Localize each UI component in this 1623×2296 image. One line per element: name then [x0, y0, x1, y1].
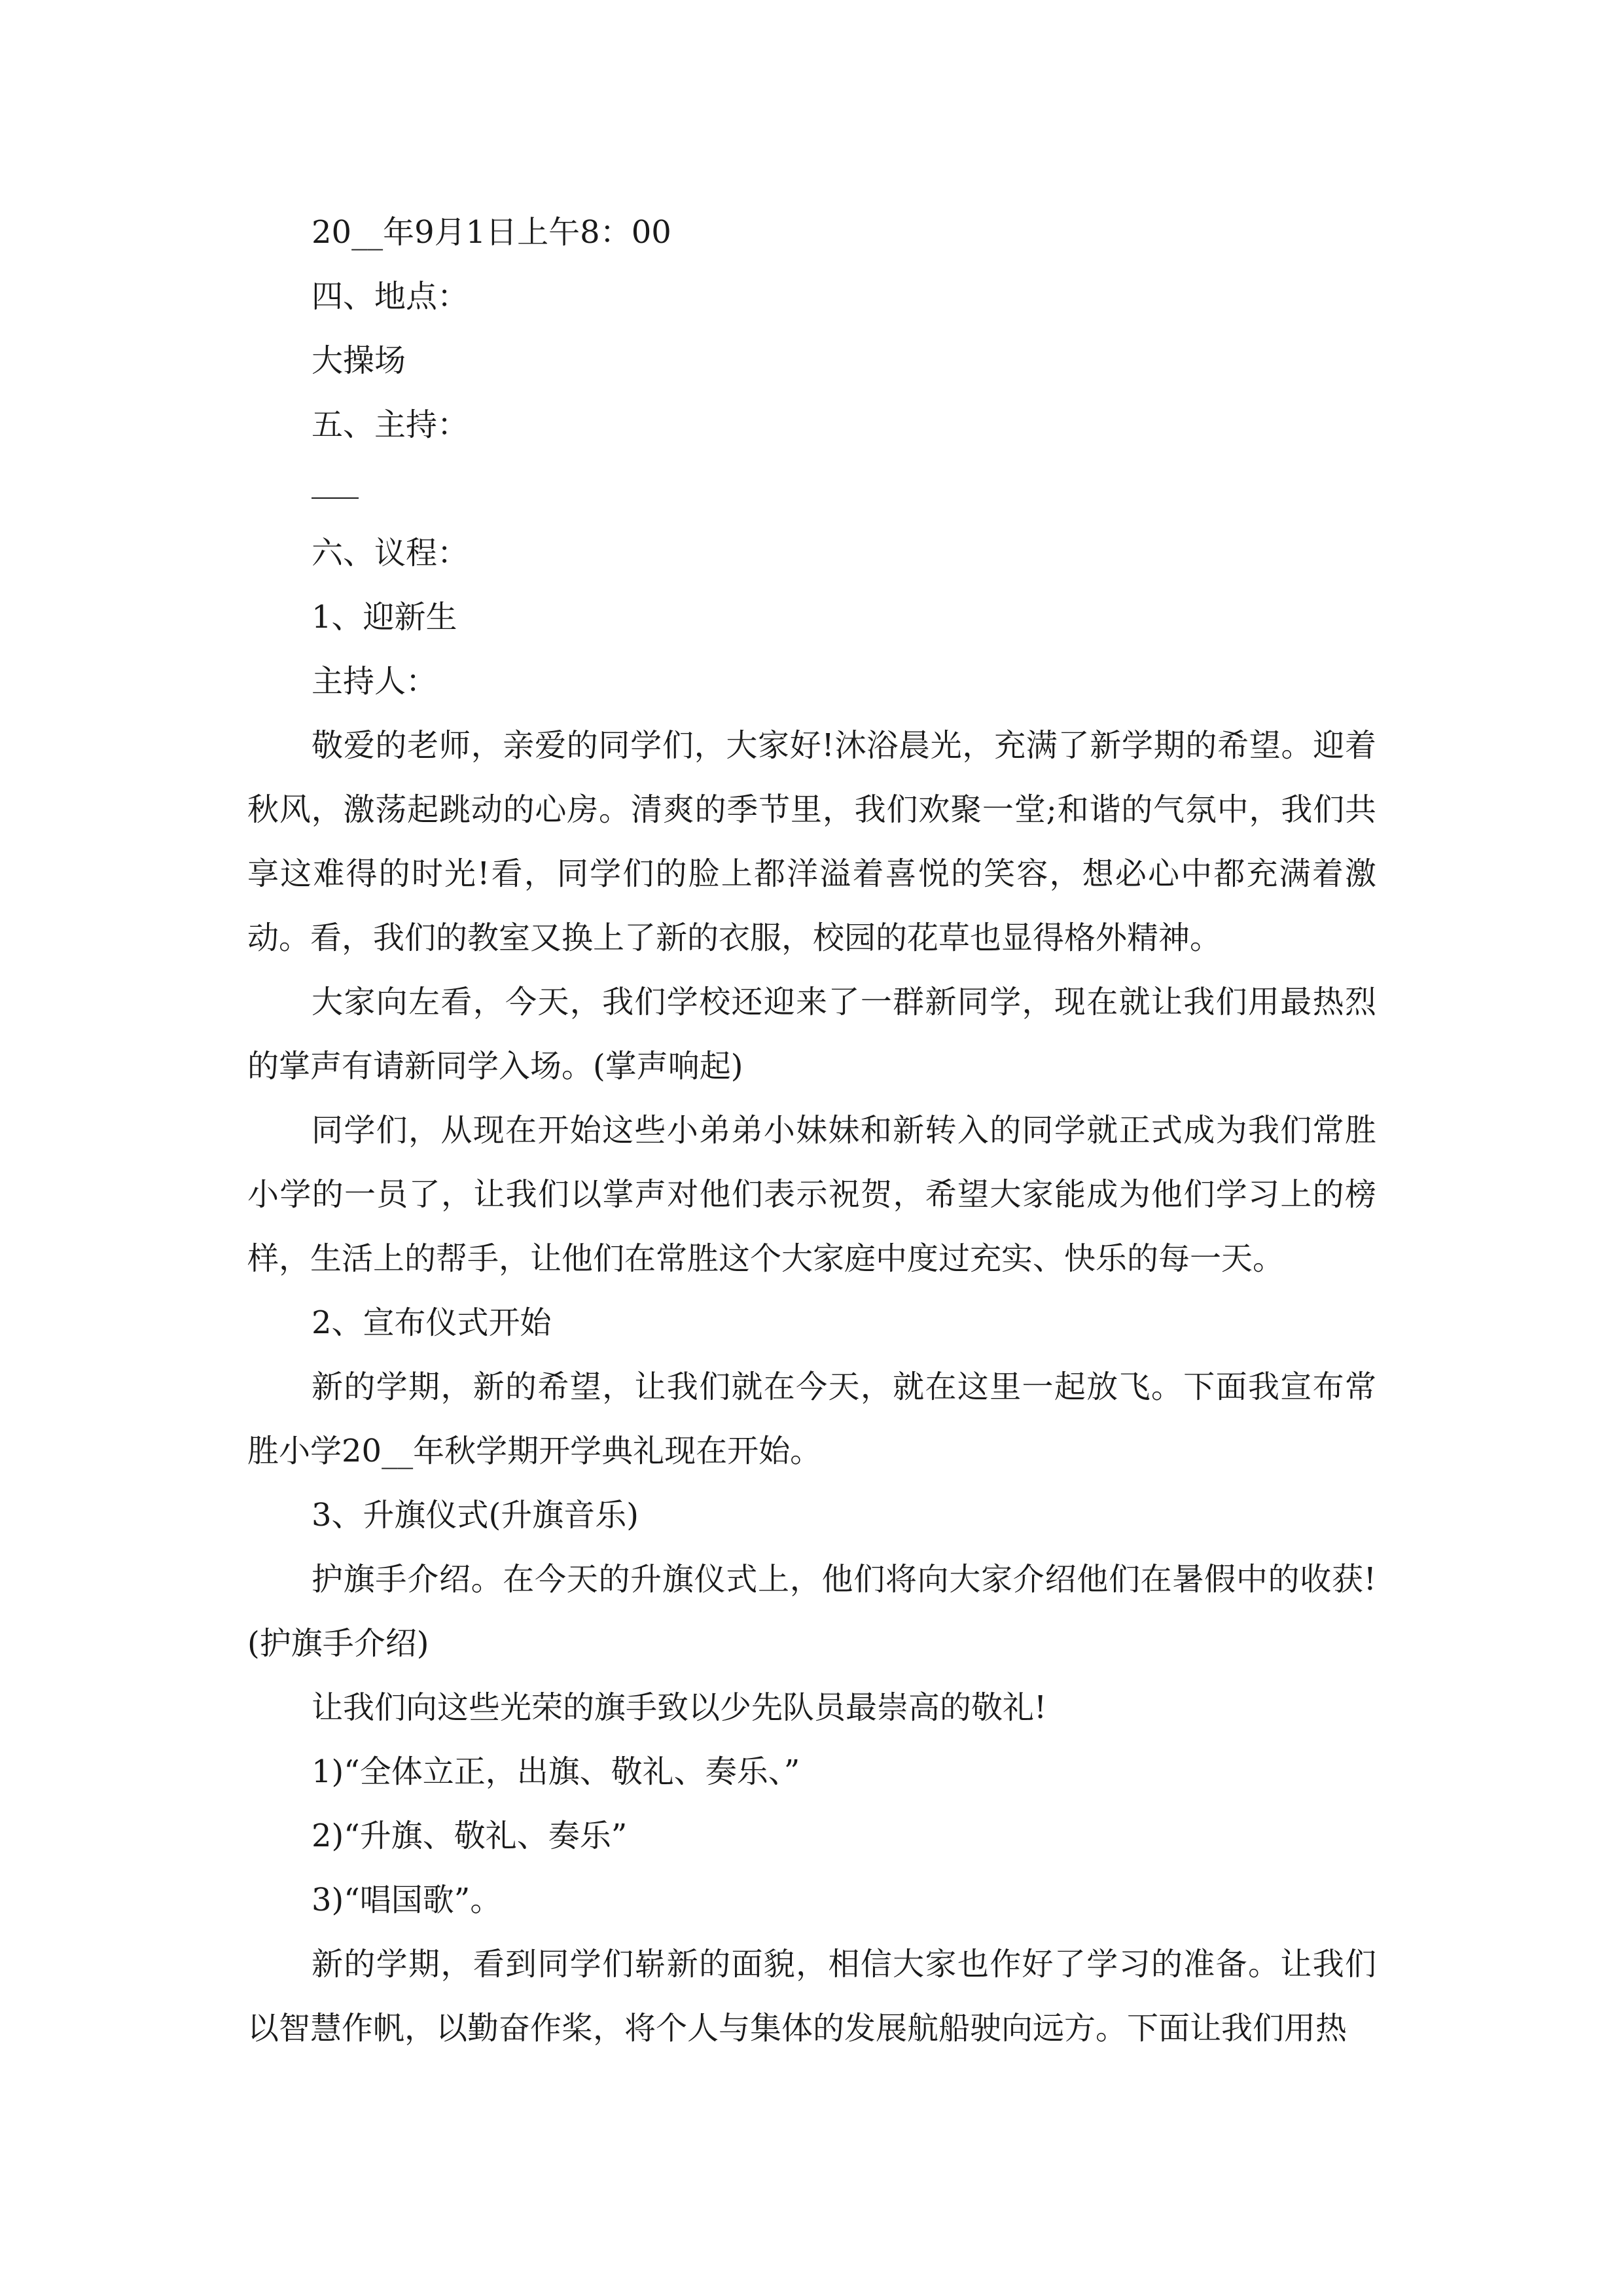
- paragraph-time: 20__年9月1日上午8：00: [312, 214, 671, 251]
- paragraph-new-students: 大家向左看，今天，我们学校还迎来了一群新同学，现在就让我们用最热烈的掌声有请新同学入场。(掌声响起): [247, 984, 1376, 1085]
- paragraph-host-blank: [247, 457, 1376, 521]
- host-name-blank: [312, 457, 359, 499]
- paragraph-location: 大操场: [312, 342, 406, 379]
- flag-step-3: 3)“唱国歌”。: [312, 1882, 502, 1918]
- paragraph-welcome: 敬爱的老师，亲爱的同学们，大家好!沐浴晨光，充满了新学期的希望。迎着秋风，激荡起跳动的心房。清爽的季节里，我们欢聚一堂;和谐的气氛中，我们共享这难得的时光!看，同学们的脸上都洋溢着喜悦的笑容，想必心中都充满着激动。看，我们的教室又换上了新的衣服，校园的花草也显得格外精神。: [247, 727, 1376, 956]
- agenda-item-2: 2、宣布仪式开始: [312, 1304, 552, 1341]
- paragraph-salute: 让我们向这些光荣的旗手致以少先队员最崇高的敬礼!: [312, 1689, 1047, 1726]
- heading-host: 五、主持：: [312, 406, 469, 443]
- paragraph-new-semester: 新的学期，看到同学们崭新的面貌，相信大家也作好了学习的准备。让我们以智慧作帆，以勤奋作桨，将个人与集体的发展航船驶向远方。下面让我们用热: [247, 1946, 1376, 2047]
- paragraph-host-label: 主持人：: [312, 663, 438, 700]
- paragraph-announcement: 新的学期，新的希望，让我们就在今天，就在这里一起放飞。下面我宣布常胜小学20__年秋学期开学典礼现在开始。: [247, 1369, 1376, 1469]
- heading-location: 四、地点：: [312, 278, 469, 315]
- heading-agenda: 六、议程：: [312, 535, 469, 571]
- flag-step-2: 2)“升旗、敬礼、奏乐”: [312, 1818, 628, 1854]
- agenda-item-3: 3、升旗仪式(升旗音乐): [312, 1497, 639, 1534]
- document-body: [247, 200, 1376, 2060]
- agenda-item-1: 1、迎新生: [312, 599, 457, 636]
- paragraph-congratulations: 同学们，从现在开始这些小弟弟小妹妹和新转入的同学就正式成为我们常胜小学的一员了，让我们以掌声对他们表示祝贺，希望大家能成为他们学习上的榜样，生活上的帮手，让他们在常胜这个大家庭中度过充实、快乐的每一天。: [247, 1112, 1376, 1277]
- paragraph-flag-guards: 护旗手介绍。在今天的升旗仪式上，他们将向大家介绍他们在暑假中的收获!(护旗手介绍): [247, 1561, 1376, 1662]
- flag-step-1: 1)“全体立正，出旗、敬礼、奏乐、”: [312, 1753, 800, 1790]
